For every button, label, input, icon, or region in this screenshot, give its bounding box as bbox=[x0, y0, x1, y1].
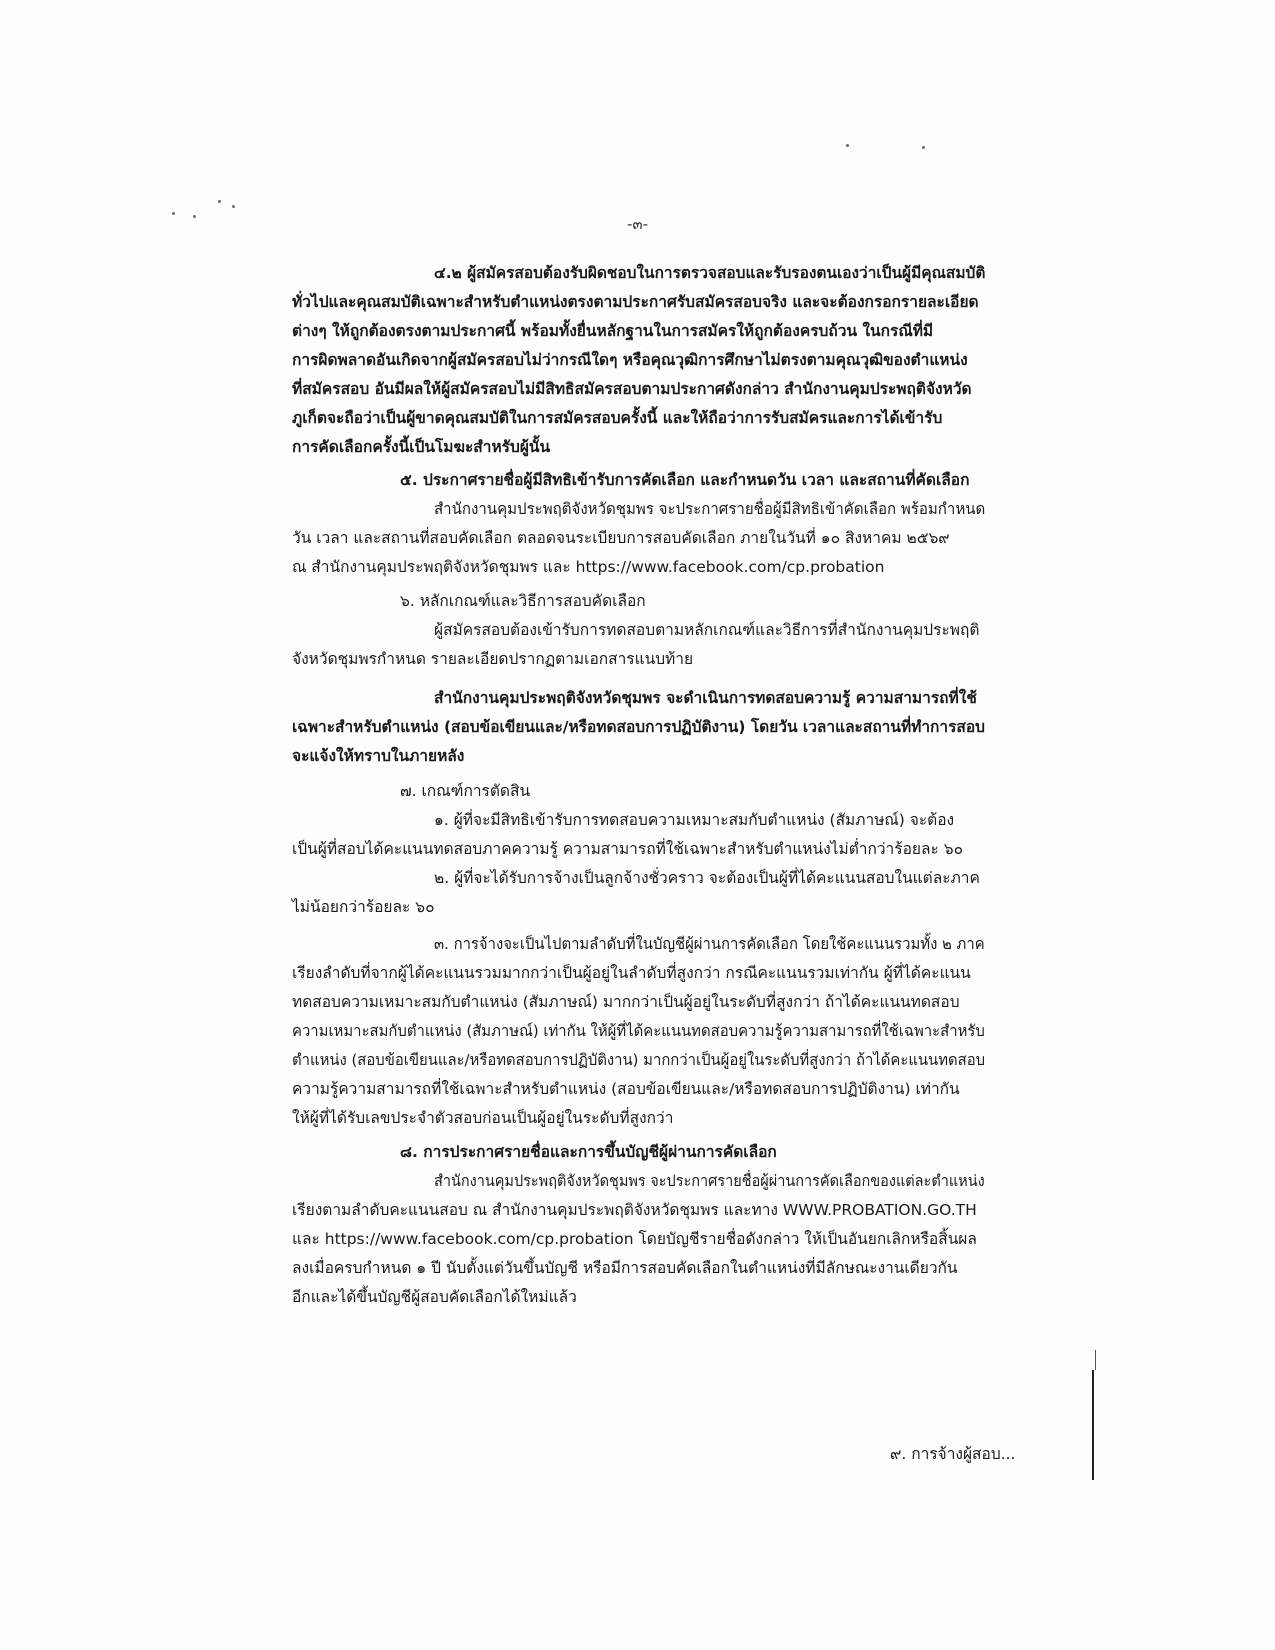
paragraph-line: ภูเก็ตจะถือว่าเป็นผู้ขาดคุณสมบัติในการสมัครสอบครั้งนี้ และให้ถือว่าการรับสมัครและการได้เข้ารับ bbox=[292, 409, 943, 427]
paragraph-line: ๓. การจ้างจะเป็นไปตามลำดับที่ในบัญชีผู้ผ่านการคัดเลือก โดยใช้คะแนนรวมทั้ง ๒ ภาค bbox=[434, 935, 985, 953]
paragraph-line: ทดสอบความเหมาะสมกับตำแหน่ง (สัมภาษณ์) มากกว่าเป็นผู้อยู่ในระดับที่สูงกว่า ถ้าได้คะแนนทดสอบ bbox=[292, 993, 960, 1011]
continuation-footer: ๙. การจ้างผู้สอบ... bbox=[890, 1445, 1016, 1463]
paragraph-line: สำนักงานคุมประพฤติจังหวัดชุมพร จะประกาศรายชื่อผู้มีสิทธิเข้าคัดเลือก พร้อมกำหนด bbox=[434, 500, 986, 518]
scan-artifact bbox=[1095, 1350, 1096, 1370]
section-heading: ๗. เกณฑ์การตัดสิน bbox=[400, 782, 531, 800]
paragraph-line: ๔.๒ ผู้สมัครสอบต้องรับผิดชอบในการตรวจสอบและรับรองตนเองว่าเป็นผู้มีคุณสมบัติ bbox=[434, 264, 986, 282]
scan-speck bbox=[846, 144, 849, 147]
paragraph-line: ผู้สมัครสอบต้องเข้ารับการทดสอบตามหลักเกณฑ์และวิธีการที่สำนักงานคุมประพฤติ bbox=[434, 621, 980, 639]
paragraph-line: ๒. ผู้ที่จะได้รับการจ้างเป็นลูกจ้างชั่วคราว จะต้องเป็นผู้ที่ได้คะแนนสอบในแต่ละภาค bbox=[434, 869, 980, 887]
paragraph-line: เรียงตามลำดับคะแนนสอบ ณ สำนักงานคุมประพฤติจังหวัดชุมพร และทาง WWW.PROBATION.GO.TH bbox=[292, 1201, 977, 1219]
paragraph-line: เฉพาะสำหรับตำแหน่ง (สอบข้อเขียนและ/หรือทดสอบการปฏิบัติงาน) โดยวัน เวลาและสถานที่ทำการสอบ bbox=[292, 718, 986, 736]
page-number: -๓- bbox=[626, 215, 649, 233]
paragraph-line: การผิดพลาดอันเกิดจากผู้สมัครสอบไม่ว่ากรณีใดๆ หรือคุณวุฒิการศึกษาไม่ตรงตามคุณวุฒิของตำแหน่ง bbox=[292, 351, 968, 369]
paragraph-line: จังหวัดชุมพรกำหนด รายละเอียดปรากฏตามเอกสารแนบท้าย bbox=[292, 650, 694, 668]
paragraph-line: และ https://www.facebook.com/cp.probation โดยบัญชีรายชื่อดังกล่าว ให้เป็นอันยกเลิกหรือสิ้นผล bbox=[292, 1230, 977, 1248]
scan-speck bbox=[218, 200, 221, 203]
paragraph-line: ลงเมื่อครบกำหนด ๑ ปี นับตั้งแต่วันขึ้นบัญชี หรือมีการสอบคัดเลือกในตำแหน่งที่มีลักษณะงานเดียวกัน bbox=[292, 1259, 958, 1277]
section-heading: ๘. การประกาศรายชื่อและการขึ้นบัญชีผู้ผ่านการคัดเลือก bbox=[400, 1143, 777, 1161]
paragraph-line: ต่างๆ ให้ถูกต้องตรงตามประกาศนี้ พร้อมทั้งยื่นหลักฐานในการสมัครให้ถูกต้องครบถ้วน ในกรณีที่มี bbox=[292, 322, 934, 340]
paragraph-line: ณ สำนักงานคุมประพฤติจังหวัดชุมพร และ https://www.facebook.com/cp.probation bbox=[292, 558, 885, 576]
scan-speck bbox=[232, 205, 235, 208]
section-heading: ๕. ประกาศรายชื่อผู้มีสิทธิเข้ารับการคัดเลือก และกำหนดวัน เวลา และสถานที่คัดเลือก bbox=[400, 471, 970, 489]
paragraph-line: สำนักงานคุมประพฤติจังหวัดชุมพร จะดำเนินการทดสอบความรู้ ความสามารถที่ใช้ bbox=[434, 689, 977, 707]
paragraph-line: จะแจ้งให้ทราบในภายหลัง bbox=[292, 747, 465, 765]
paragraph-line: สำนักงานคุมประพฤติจังหวัดชุมพร จะประกาศรายชื่อผู้ผ่านการคัดเลือกของแต่ละตำแหน่ง bbox=[434, 1172, 985, 1190]
paragraph-line: อีกและได้ขึ้นบัญชีผู้สอบคัดเลือกได้ใหม่แล้ว bbox=[292, 1288, 577, 1306]
paragraph-line: ความเหมาะสมกับตำแหน่ง (สัมภาษณ์) เท่ากัน ให้ผู้ที่ได้คะแนนทดสอบความรู้ความสามารถที่ใช้เฉพาะสำหรับ bbox=[292, 1022, 985, 1040]
paragraph-line: ที่สมัครสอบ อันมีผลให้ผู้สมัครสอบไม่มีสิทธิสมัครสอบตามประกาศดังกล่าว สำนักงานคุมประพฤติจังหวัด bbox=[292, 380, 972, 398]
paragraph-line: การคัดเลือกครั้งนี้เป็นโมฆะสำหรับผู้นั้น bbox=[292, 438, 551, 456]
scan-artifact bbox=[1092, 1370, 1094, 1480]
scan-speck bbox=[922, 146, 925, 149]
paragraph-line: ให้ผู้ที่ได้รับเลขประจำตัวสอบก่อนเป็นผู้อยู่ในระดับที่สูงกว่า bbox=[292, 1109, 674, 1127]
paragraph-line: ๑. ผู้ที่จะมีสิทธิเข้ารับการทดสอบความเหมาะสมกับตำแหน่ง (สัมภาษณ์) จะต้อง bbox=[434, 811, 955, 829]
paragraph-line: เรียงลำดับที่จากผู้ได้คะแนนรวมมากกว่าเป็นผู้อยู่ในลำดับที่สูงกว่า กรณีคะแนนรวมเท่ากัน ผู้ที่ได้คะแนน bbox=[292, 964, 971, 982]
paragraph-line: ตำแหน่ง (สอบข้อเขียนและ/หรือทดสอบการปฏิบัติงาน) มากกว่าเป็นผู้อยู่ในระดับที่สูงกว่า ถ้าได้คะแนนทดสอบ bbox=[292, 1051, 986, 1069]
paragraph-line: ความรู้ความสามารถที่ใช้เฉพาะสำหรับตำแหน่ง (สอบข้อเขียนและ/หรือทดสอบการปฏิบัติงาน) เท่ากัน bbox=[292, 1080, 960, 1098]
paragraph-line: ทั่วไปและคุณสมบัติเฉพาะสำหรับตำแหน่งตรงตามประกาศรับสมัครสอบจริง และจะต้องกรอกรายละเอียด bbox=[292, 293, 979, 311]
section-heading: ๖. หลักเกณฑ์และวิธีการสอบคัดเลือก bbox=[400, 592, 646, 610]
paragraph-line: วัน เวลา และสถานที่สอบคัดเลือก ตลอดจนระเบียบการสอบคัดเลือก ภายในวันที่ ๑๐ สิงหาคม ๒๕๖๙ bbox=[292, 529, 950, 547]
paragraph-line: เป็นผู้ที่สอบได้คะแนนทดสอบภาคความรู้ ความสามารถที่ใช้เฉพาะสำหรับตำแหน่งไม่ต่ำกว่าร้อยละ ๖๐ bbox=[292, 840, 964, 858]
paragraph-line: ไม่น้อยกว่าร้อยละ ๖๐ bbox=[292, 898, 435, 916]
